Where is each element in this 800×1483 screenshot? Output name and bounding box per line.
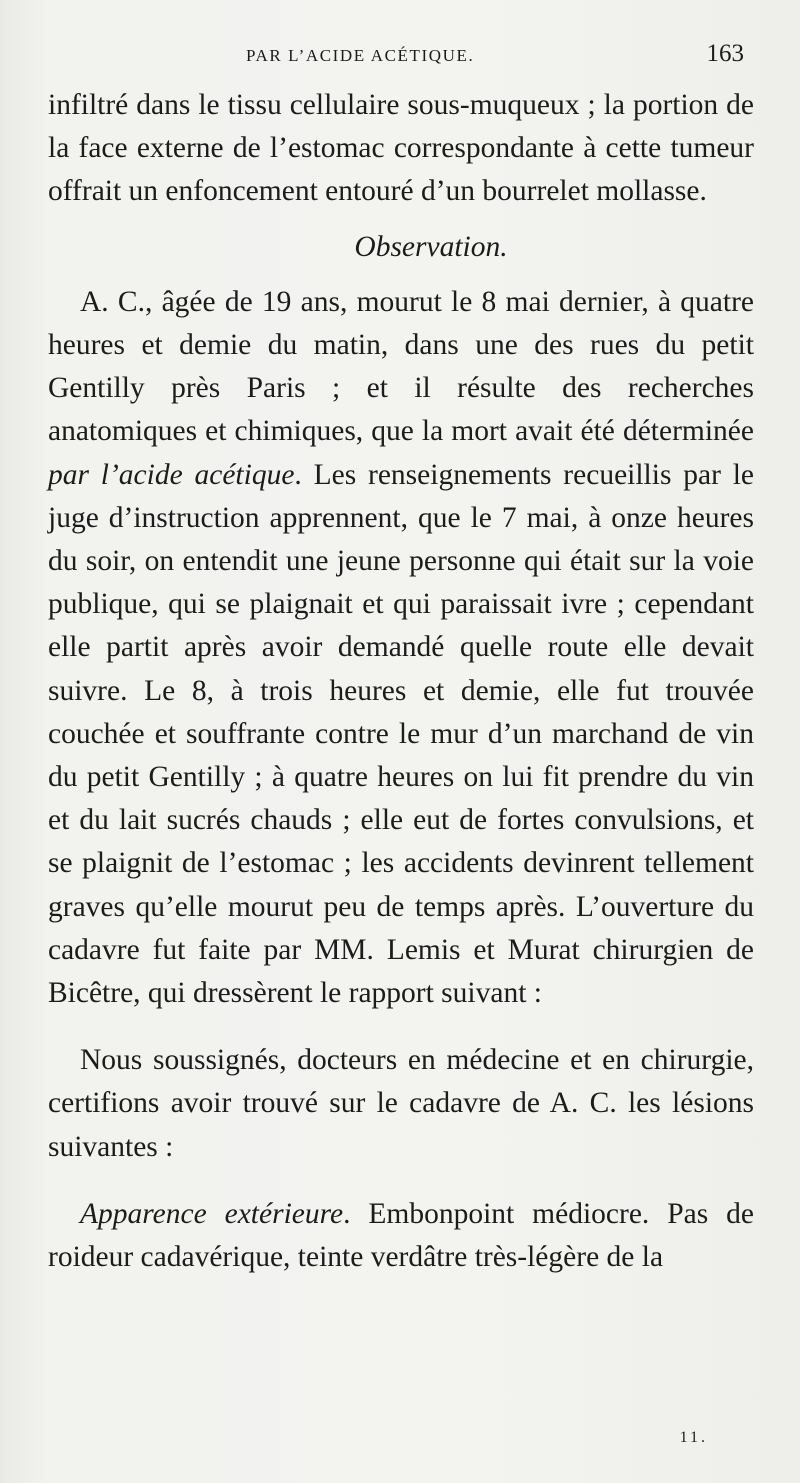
paragraph-certification: Nous soussignés, docteurs en médecine et en chirurgie, certifions avoir trouvé sur le cadavre de A. C. les lésions suivantes : xyxy=(48,1044,754,1163)
observation-text-start: A. C., âgée de 19 ans, mourut le 8 mai dernier, à quatre heures et demie du matin, dans une des rues du petit Gentilly près Paris ; et il résulte des recherches anatomiques et chimiques, que la mort avait été déterminée xyxy=(48,285,754,448)
page-body xyxy=(48,84,754,1279)
page-header xyxy=(48,40,744,70)
observation-text-end: . Les renseignements recueillis par le juge d’instruction apprennent, que le 7 mai, à onze heures du soir, on entendit une jeune personne qui était sur la voie publique, qui se plaignait et qui paraissait ivre ; cependant elle partit après avoir demandé quelle route elle devait suivre. Le 8, à trois heures et demie, elle fut trouvée couchée et souffrante contre le mur d’un marchand de vin du petit Gentilly ; à quatre heures on lui fit prendre du vin et du lait sucrés chauds ; elle eut de fortes convulsions, et se plaignit de l’estomac ; les accidents devinrent tellement graves qu’elle mourut peu de temps après. L’ouverture du cadavre fut faite par MM. Lemis et Murat chirurgien de Bicêtre, qui dressèrent le rapport suivant : xyxy=(48,458,754,1010)
observation-italic-phrase: par l’acide acétique xyxy=(48,458,295,491)
signature-mark: 11. xyxy=(679,1429,708,1446)
exterior-text: . Embonpoint médiocre. Pas de roideur cadavérique, teinte verdâtre très-légère de la xyxy=(48,1197,754,1274)
page-number: 163 xyxy=(706,40,744,67)
paragraph-exterior xyxy=(48,1193,754,1279)
running-title: PAR L’ACIDE ACÉTIQUE. xyxy=(246,46,475,65)
exterior-heading: Apparence extérieure xyxy=(80,1197,344,1230)
observation-heading: Observation. xyxy=(354,230,508,263)
paragraph-observation xyxy=(48,281,754,1015)
paragraph-continuation: infiltré dans le tissu cellulaire sous-muqueux ; la portion de la face externe de l’estomac correspondante à cette tumeur offrait un enfoncement entouré d’un bourrelet mollasse. xyxy=(48,89,754,208)
